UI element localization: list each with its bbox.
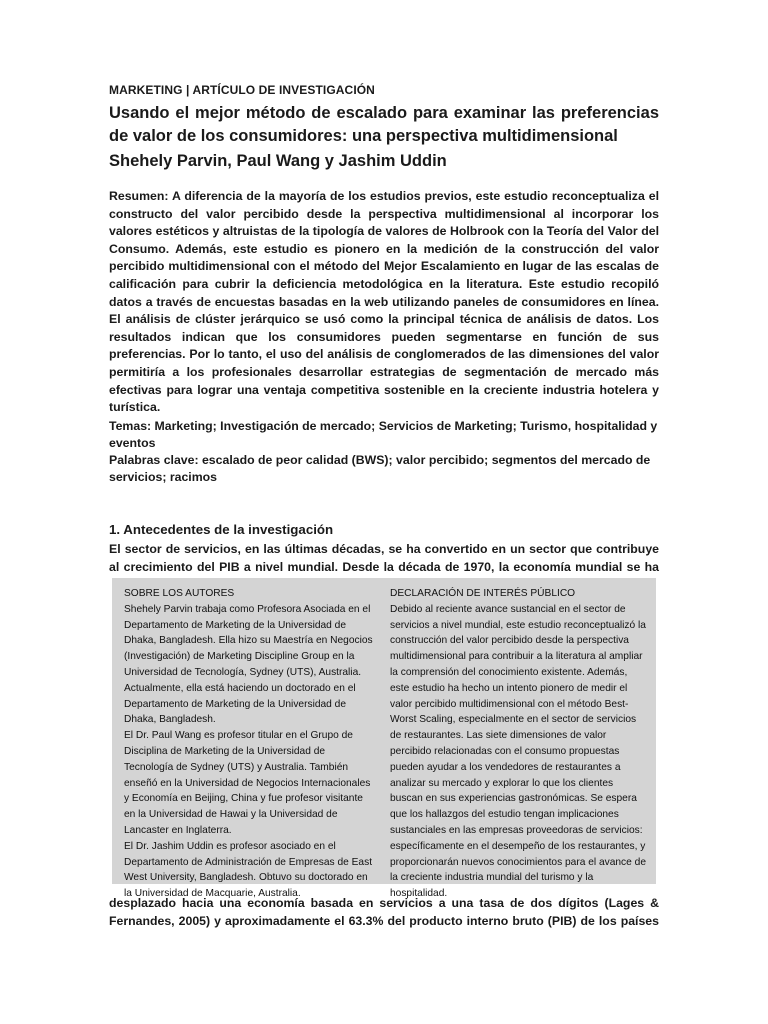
about-authors-heading: SOBRE LOS AUTORES [124, 588, 235, 599]
info-box [112, 578, 656, 900]
abstract [109, 188, 659, 417]
article-authors: Shehely Parvin, Paul Wang y Jashim Uddin [109, 152, 447, 170]
section-heading: 1. Antecedentes de la investigación [109, 522, 334, 537]
topics-keywords [109, 418, 659, 486]
about-authors [124, 586, 374, 902]
public-interest-heading: DECLARACIÓN DE INTERÉS PÚBLICO [390, 588, 576, 599]
author-bio-2: El Dr. Paul Wang es profesor titular en el Grupo de Disciplina de Marketing de la Universidad de Tecnología de Sydney (UTS) y Australia. También enseñó en la Universidad de Negocios Internacionales y Economía en Beijing, China y fue profesor visitante en la Universidad de Hawai y la Universidad de Lancaster en Inglaterra. [124, 730, 371, 836]
author-bio-3: El Dr. Jashim Uddin es profesor asociado en el Departamento de Administración de Empresas de East West University, Bangladesh. Obtuvo su doctorado en la Universidad de Macquarie, Australia. [124, 840, 373, 900]
section-text-start: El sector de servicios, en las últimas décadas, se ha convertido en un sector que contribuye al crecimiento del PIB a nivel mundial. Desde la década de 1970, la economía mundial se ha [109, 542, 659, 574]
author-bio-1: Shehely Parvin trabaja como Profesora Asociada en el Departamento de Marketing de la Universidad de Dhaka, Bangladesh. Ella hizo su Maestría en Negocios (Investigación) de Marketing Discipline Group en la Universidad de Tecnología, Sydney (UTS), Australia. Actualmente, ella está haciendo un doctorado en el Departamento de Marketing de la Universidad de Dhaka, Bangladesh. [124, 603, 373, 726]
public-interest-text: Debido al reciente avance sustancial en el sector de servicios a nivel mundial, este estudio reconceptualizó la construcción del valor percibido desde la perspectiva multidimensional para contribuir a la literatura al ampliar la comprensión del conocimiento existente. Además, este estudio ha hecho un intento pionero de medir el valor percibido multidimensional con el método Best-Worst Scaling, especialmente en el sector de servicios de restaurantes. Las siete dimensiones de valor percibido relacionadas con el consumo propuestas pueden ayudar a los vendedores de restaurantes a analizar su mercado y explorar lo que los clientes buscan en sus experiencias gastronómicas. Se espera que los hallazgos del estudio tengan implicaciones sustanciales en las empresas proveedoras de servicios: específicamente en el desempeño de los restaurantes, y proporcionarán nuevos conocimientos para el avance de la creciente industria mundial del turismo y la hospitalidad. [390, 603, 646, 900]
article-title: Usando el mejor método de escalado para examinar las preferencias de valor de los consumidores: una perspectiva multidimensional [109, 104, 659, 145]
abstract-text: A diferencia de la mayoría de los estudios previos, este estudio reconceptualiza el constructo del valor percibido desde la perspectiva multidimensional al incorporar los valores estéticos y altruistas de la tipología de valores de Holbrook con la Teoría del Valor del Consumo. Además, este estudio es pionero en la medición de la construcción del valor percibido multidimensional con el método del Mejor Escalamiento en lugar de las escalas de calificación para cubrir la deficiencia metodológica en la literatura. Este estudio recopiló datos a través de encuestas basadas en la web utilizando paneles de consumidores en línea. El análisis de clúster jerárquico se usó como la principal técnica de análisis de datos. Los resultados indican que los consumidores pueden segmentarse en función de sus preferencias. Por lo tanto, el uso del análisis de conglomerados de las dimensiones del valor permitiría a los profesionales desarrollar estrategias de segmentación de mercado más efectivas para lograr una ventaja competitiva sostenible en la creciente industria hotelera y turística. [109, 189, 659, 415]
keywords: Palabras clave: escalado de peor calidad (BWS); valor percibido; segmentos del mercado de servicios; racimos [109, 453, 651, 484]
topics: Temas: Marketing; Investigación de mercado; Servicios de Marketing; Turismo, hospitalidad y eventos [109, 419, 658, 450]
section-label: MARKETING | ARTÍCULO DE INVESTIGACIÓN [109, 83, 375, 97]
abstract-label: Resumen: [109, 189, 169, 203]
public-interest-statement [390, 586, 646, 902]
section-text-continued: desplazado hacia una economía basada en servicios a una tasa de dos dígitos (Lages & Fernandes, 2005) y aproximadamente el 63.3% del producto interno bruto (PIB) de los países [109, 896, 659, 928]
